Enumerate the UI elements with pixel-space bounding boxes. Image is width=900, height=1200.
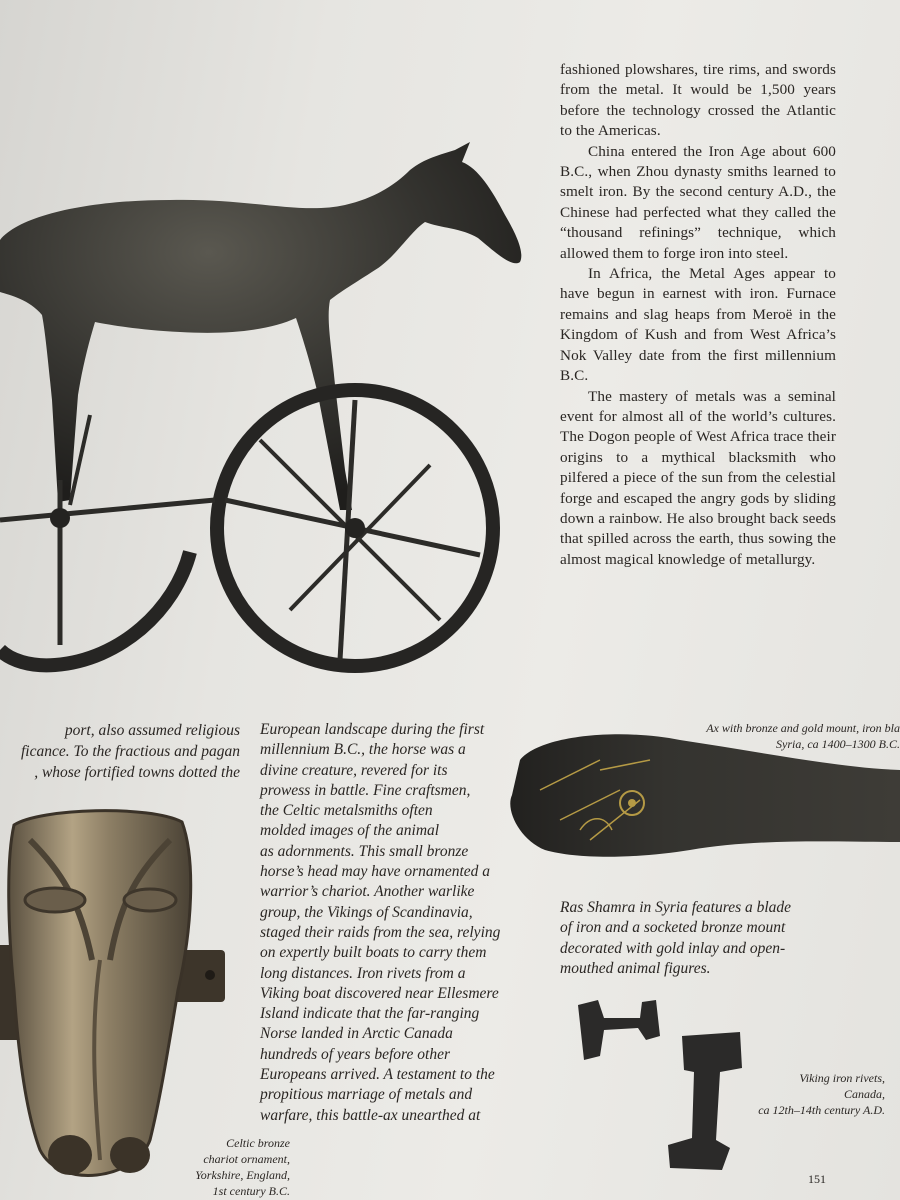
horse-small-wheel: [0, 552, 190, 665]
text-line: Europeans arrived. A testament to the: [260, 1066, 495, 1084]
page-number: 151: [808, 1172, 826, 1186]
viking-iron-rivets-illustration: [578, 1000, 742, 1170]
text-line: Viking boat discovered near Ellesmere: [260, 984, 499, 1002]
text-line: of iron and a socketed bronze mount: [560, 919, 786, 937]
caption-line: Celtic bronze: [226, 1136, 290, 1150]
text-line: propitious marriage of metals and: [260, 1086, 473, 1104]
caption-line: chariot ornament,: [203, 1152, 290, 1166]
text-line: divine creature, revered for its: [260, 761, 448, 779]
text-line: Island indicate that the far-ranging: [260, 1005, 480, 1023]
text-line: long distances. Iron rivets from a: [260, 964, 466, 982]
text-line: warfare, this battle-ax unearthed at: [260, 1106, 481, 1124]
paragraph: The mastery of metals was a seminal event for almost all of the world’s cultures. The Dogon people of West Africa trace their origins to a mythical blacksmith who pilfered a piece of the sun from the celestial forge and escaped the angry gods by sliding down a rainbow. He also brought back seeds that spilled across the earth, thus sowing the almost magical knowledge of metallurgy.: [560, 387, 836, 568]
text-line: port, also assumed religious: [64, 722, 240, 739]
celtic-bronze-ornament-illustration: [0, 811, 225, 1176]
text-line: hundreds of years before other: [260, 1045, 450, 1063]
text-line: group, the Vikings of Scandinavia,: [260, 903, 473, 921]
horse-body: [0, 142, 521, 510]
lower-left-text-fragment: [0, 720, 240, 783]
text-line: Norse landed in Arctic Canada: [260, 1025, 453, 1043]
bronze-horse-illustration: [0, 142, 521, 666]
text-line: prowess in battle. Fine craftsmen,: [260, 781, 471, 799]
rivet-caption: [740, 1070, 885, 1118]
caption-line: Viking iron rivets,: [799, 1071, 885, 1085]
text-line: warrior’s chariot. Another warlike: [260, 883, 475, 901]
text-line: , whose fortified towns dotted the: [34, 764, 240, 781]
text-line: Ras Shamra in Syria features a blade: [560, 899, 792, 916]
celtic-ornament-caption: [180, 1135, 290, 1199]
paragraph: China entered the Iron Age about 600 B.C., when Zhou dynasty smiths learned to smelt iron. By the second century A.D., the Chinese had perfected what they called the “thousand refinings” technique, which allowed them to forge iron into steel.: [560, 142, 836, 262]
caption-line: Syria, ca 1400–1300 B.C.: [776, 737, 900, 751]
text-line: as adornments. This small bronze: [260, 842, 469, 860]
text-line: on expertly built boats to carry them: [260, 944, 487, 962]
text-line: millennium B.C., the horse was a: [260, 741, 466, 759]
text-line: ficance. To the fractious and pagan: [21, 743, 240, 760]
text-line: European landscape during the first: [260, 721, 485, 738]
right-text-column: [560, 60, 836, 570]
text-line: horse’s head may have ornamented a: [260, 863, 491, 881]
caption-line: ca 12th–14th century A.D.: [758, 1103, 885, 1117]
text-line: staged their raids from the sea, relying: [260, 923, 501, 941]
bronze-iron-ax-illustration: [510, 734, 900, 856]
caption-line: Yorkshire, England,: [195, 1168, 290, 1182]
caption-line: Ax with bronze and gold mount, iron bla: [706, 721, 900, 735]
caption-line: 1st century B.C.: [212, 1184, 290, 1198]
text-line: the Celtic metalsmiths often: [260, 802, 433, 820]
paragraph: fashioned plowshares, tire rims, and swords from the metal. It would be 1,500 years before the technology crossed the Atlantic to the Americas.: [560, 61, 836, 140]
caption-line: Canada,: [843, 1087, 885, 1101]
lower-middle-text-column: [260, 720, 520, 1126]
text-line: decorated with gold inlay and open-: [560, 939, 786, 957]
paragraph: In Africa, the Metal Ages appear to have begun in earnest with iron. Furnace remains and slag heaps from Meroë in the Kingdom of Kush and from West Africa’s Nok Valley date from the first millennium B.C.: [560, 265, 836, 385]
ax-description: [560, 898, 860, 979]
ax-caption: [640, 720, 900, 752]
text-line: mouthed animal figures.: [560, 959, 711, 977]
text-line: molded images of the animal: [260, 822, 440, 840]
